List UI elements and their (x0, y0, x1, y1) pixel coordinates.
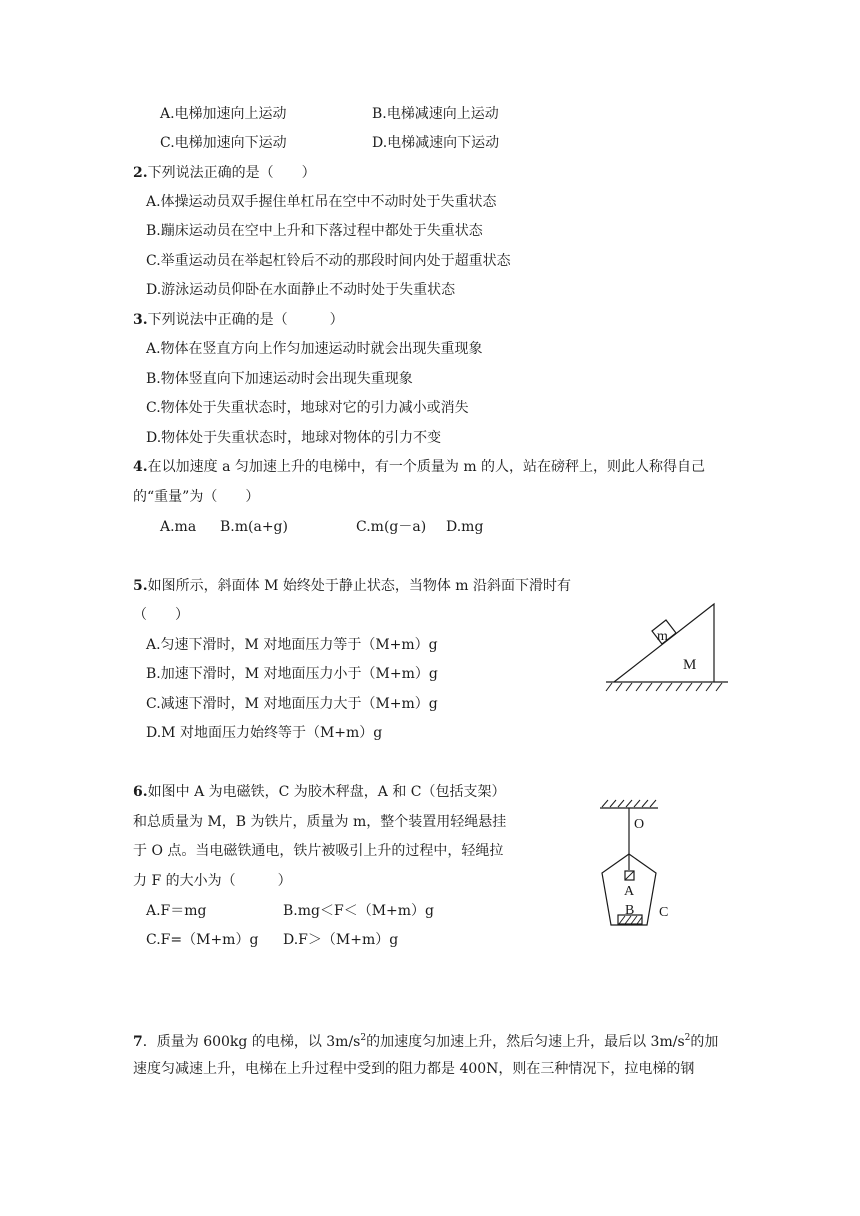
q5-stem-line2: （ ） (133, 607, 189, 623)
q7-number: 7 (133, 1034, 143, 1050)
q4-stem-line2: 的“重量”为（ ） (133, 489, 260, 505)
q2-option-a: A.体操运动员双手握住单杠吊在空中不动时处于失重状态 (146, 194, 497, 210)
q7-exponent-2: 2 (684, 1033, 691, 1043)
q5-option-b: B.加速下滑时，M 对地面压力小于（M+m）g (146, 666, 438, 682)
q7-exponent-1: 2 (360, 1033, 367, 1043)
q1-option-b: B.电梯减速向上运动 (372, 106, 499, 122)
q6-scale-figure (592, 798, 684, 932)
q6-stem-line1 (133, 783, 506, 801)
q4-option-b: B.m(a+g) (220, 519, 288, 535)
q7-line1-part-b: 的加速度匀加速上升，然后匀速上升，最后以 3m/s (366, 1034, 685, 1050)
q6-option-d: D.F＞（M+m）g (283, 932, 399, 948)
q2-stem (133, 164, 316, 182)
q4-option-d: D.mg (446, 519, 484, 535)
q5-incline-figure (600, 596, 736, 694)
pan-c-label: C (659, 905, 669, 920)
q4-stem-text: 在以加速度 a 匀加速上升的电梯中，有一个质量为 m 的人，站在磅秤上，则此人称得自己 (147, 459, 706, 475)
q7-line1-part-c: 的加 (690, 1034, 719, 1050)
q2-option-b: B.蹦床运动员在空中上升和下落过程中都处于失重状态 (146, 223, 483, 239)
q2-stem-text: 下列说法正确的是（ ） (147, 165, 316, 181)
q5-option-c: C.减速下滑时，M 对地面压力大于（M+m）g (146, 696, 438, 712)
q5-stem-text: 如图所示，斜面体 M 始终处于静止状态，当物体 m 沿斜面下滑时有 (147, 578, 572, 594)
q7-line2: 速度匀减速上升，电梯在上升过程中受到的阻力都是 400N，则在三种情况下，拉电梯的钢 (133, 1061, 695, 1077)
q2-option-c: C.举重运动员在举起杠铃后不动的那段时间内处于超重状态 (146, 253, 511, 269)
ceiling-hatching (602, 800, 656, 807)
q6-option-a: A.F＝mg (146, 903, 207, 919)
point-o-label: O (634, 817, 645, 832)
q4-option-a: A.ma (160, 519, 197, 535)
q5-number: 5. (133, 578, 148, 594)
q7-line1-part-a: ．质量为 600kg 的电梯，以 3m/s (142, 1034, 361, 1050)
q6-stem-line2: 和总质量为 M，B 为铁片，质量为 m，整个装置用轻绳悬挂 (133, 814, 507, 830)
q1-option-d: D.电梯减速向下运动 (372, 135, 500, 151)
q6-stem-text: 如图中 A 为电磁铁，C 为胶木秤盘，A 和 C（包括支架） (147, 784, 506, 800)
q7-line1 (133, 1029, 718, 1051)
q6-option-b: B.mg＜F＜（M+m）g (283, 903, 434, 919)
q3-stem (133, 311, 344, 329)
q3-option-c: C.物体处于失重状态时，地球对它的引力减小或消失 (146, 400, 469, 416)
q2-number: 2. (133, 165, 148, 181)
q3-number: 3. (133, 312, 148, 328)
q4-stem-line1 (133, 458, 705, 476)
q6-stem-line4: 力 F 的大小为（ ） (133, 873, 292, 889)
ground-hatching (606, 683, 722, 691)
q4-option-c: C.m(g－a) (356, 519, 427, 535)
q3-stem-text: 下列说法中正确的是（ ） (147, 312, 344, 328)
block-m-label: m (657, 629, 668, 644)
q5-option-a: A.匀速下滑时，M 对地面压力等于（M+m）g (146, 637, 438, 653)
q3-option-b: B.物体竖直向下加速运动时会出现失重现象 (146, 371, 413, 387)
q6-option-c: C.F=（M+m）g (146, 932, 259, 948)
q3-option-a: A.物体在竖直方向上作匀加速运动时就会出现失重现象 (146, 341, 483, 357)
q6-stem-line3: 于 O 点。当电磁铁通电，铁片被吸引上升的过程中，轻绳拉 (133, 843, 504, 859)
q6-number: 6. (133, 784, 148, 800)
q4-number: 4. (133, 459, 148, 475)
q3-option-d: D.物体处于失重状态时，地球对物体的引力不变 (146, 430, 442, 446)
iron-b-label: B (625, 903, 635, 918)
q2-option-d: D.游泳运动员仰卧在水面静止不动时处于失重状态 (146, 282, 456, 298)
q5-stem-line1 (133, 577, 571, 595)
q1-option-c: C.电梯加速向下运动 (160, 135, 287, 151)
wedge-m-label: M (683, 657, 697, 673)
q5-option-d: D.M 对地面压力始终等于（M+m）g (146, 725, 383, 741)
q1-option-a: A.电梯加速向上运动 (160, 106, 287, 122)
magnet-a-label: A (624, 884, 635, 899)
